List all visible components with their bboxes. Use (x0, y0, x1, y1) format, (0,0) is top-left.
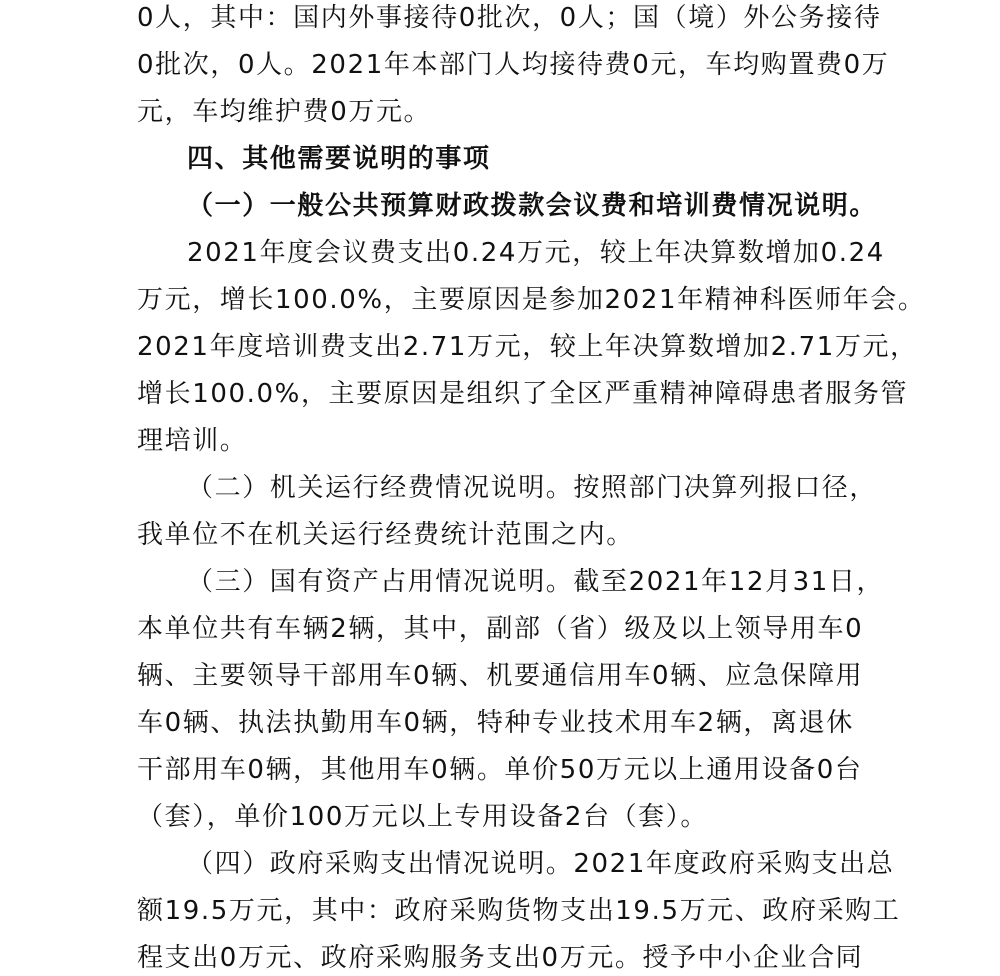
text-line: 增长100.0%，主要原因是组织了全区严重精神障碍患者服务管 (137, 379, 909, 409)
text-line: 2021年度培训费支出2.71万元，较上年决算数增加2.71万元， (137, 332, 918, 362)
text-line: 2021年度会议费支出0.24万元，较上年决算数增加0.24 (187, 238, 885, 268)
subsection-heading: （一）一般公共预算财政拨款会议费和培训费情况说明。 (187, 191, 878, 221)
text-line: 程支出0万元、政府采购服务支出0万元。授予中小企业合同 (137, 943, 864, 973)
text-line: 0人，其中：国内外事接待0批次，0人；国（境）外公务接待 (137, 3, 882, 33)
subsection-paragraph: （四）政府采购支出情况说明。2021年度政府采购支出总 (187, 849, 895, 879)
text-line: 理培训。 (137, 426, 248, 456)
text-line: 额19.5万元，其中：政府采购货物支出19.5万元、政府采购工 (137, 896, 901, 926)
subsection-paragraph: （三）国有资产占用情况说明。截至2021年12月31日， (187, 567, 885, 597)
text-line: 辆、主要领导干部用车0辆、机要通信用车0辆、应急保障用 (137, 661, 864, 691)
text-line: 0批次，0人。2021年本部门人均接待费0元，车均购置费0万 (137, 50, 890, 80)
text-line: 万元，增长100.0%，主要原因是参加2021年精神科医师年会。 (137, 285, 926, 315)
text-line: 元，车均维护费0万元。 (137, 97, 432, 127)
subsection-paragraph: （二）机关运行经费情况说明。按照部门决算列报口径， (187, 473, 878, 503)
text-line: 本单位共有车辆2辆，其中，副部（省）级及以上领导用车0 (137, 614, 864, 644)
text-line: 干部用车0辆，其他用车0辆。单价50万元以上通用设备0台 (137, 755, 863, 785)
section-heading: 四、其他需要说明的事项 (187, 144, 491, 174)
text-line: （套），单价100万元以上专用设备2台（套）。 (137, 802, 708, 832)
text-line: 车0辆、执法执勤用车0辆，特种专业技术用车2辆，离退休 (137, 708, 854, 738)
text-line: 我单位不在机关运行经费统计范围之内。 (137, 520, 634, 550)
